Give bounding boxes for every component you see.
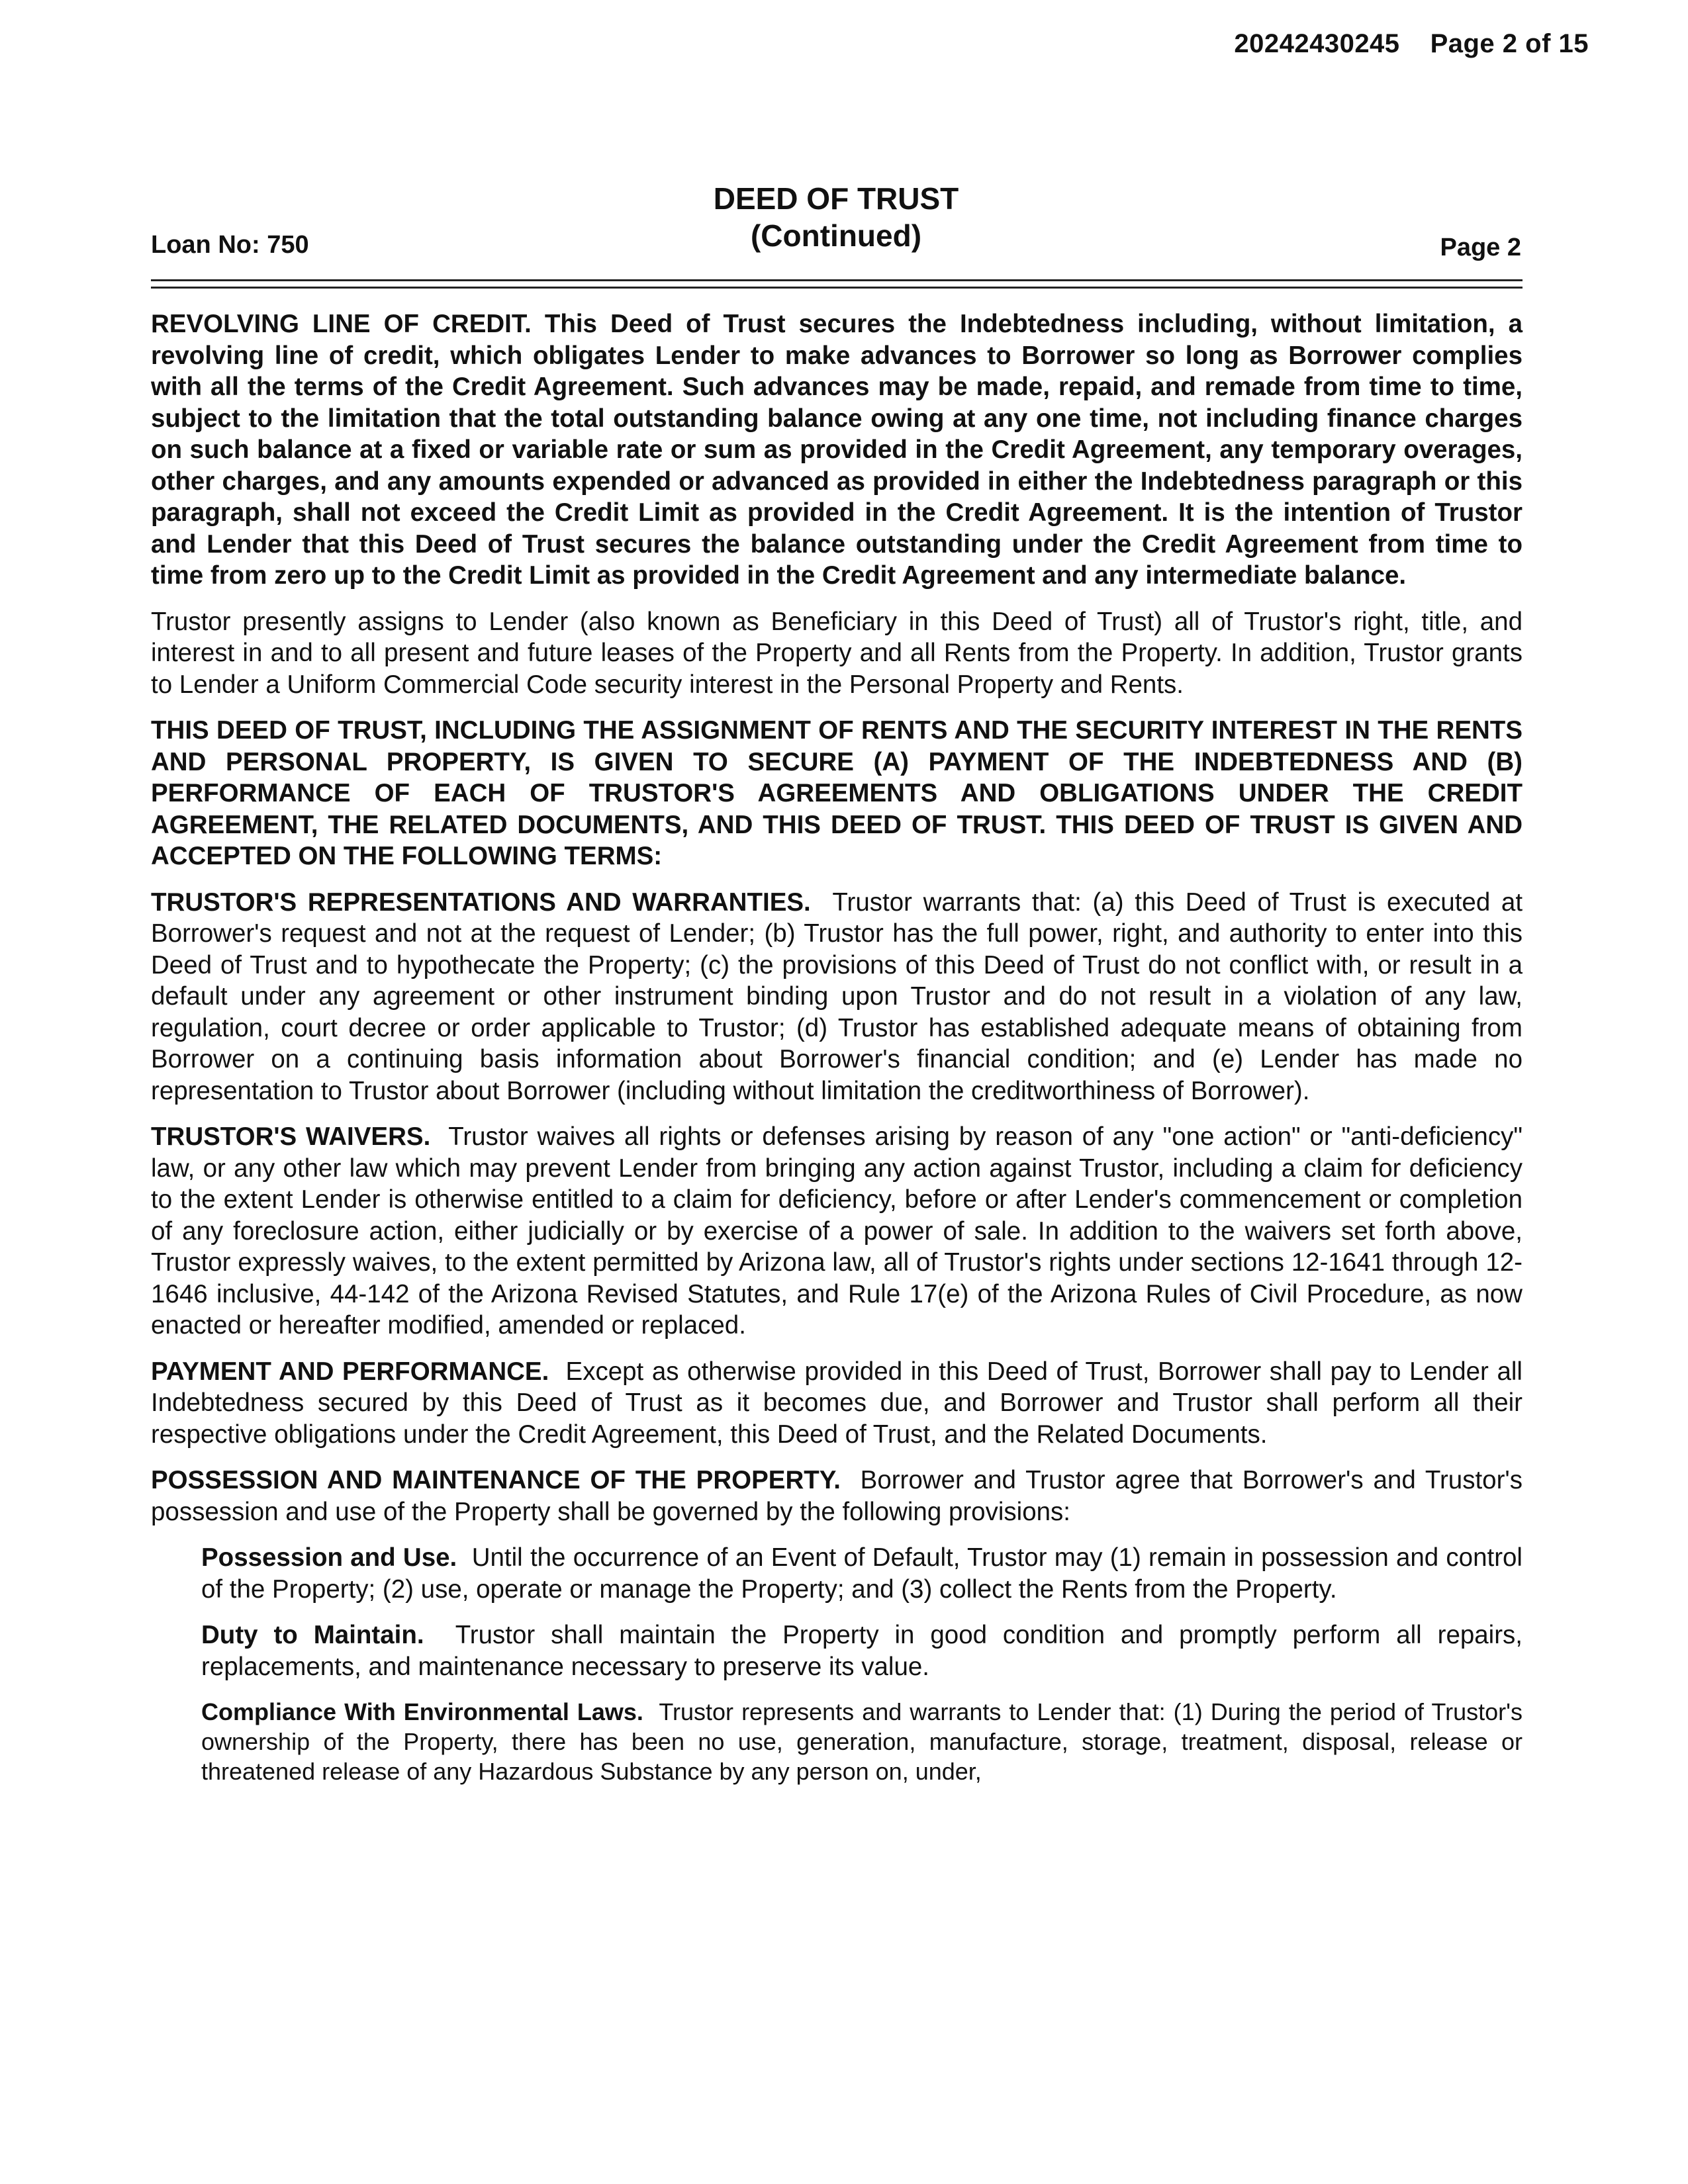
page-number: Page 2: [1440, 234, 1521, 261]
payment-text: Except as otherwise provided in this Deed of Trust, Borrower shall pay to Lender all Indebtedness secured by this Deed of Trust as it becomes due, and Borrower and Trustor shall perform all their respective obligations under the Credit Agreement, this Deed of Trust, and the Related Documents.: [151, 1357, 1523, 1449]
possession-text: Borrower and Trustor agree that Borrower's and Trustor's possession and use of the Property shall be governed by the following provisions:: [151, 1466, 1523, 1526]
environmental-text: Trustor represents and warrants to Lender that: (1) During the period of Trustor's ownership of the Property, there has been no use, generation, manufacture, storage, treatment, disposal, release or threatened release of any Hazardous Substance by any person on, under,: [201, 1698, 1523, 1785]
title-line-2: (Continued): [750, 218, 922, 253]
header-rule-top: [151, 279, 1523, 281]
payment-heading: PAYMENT AND PERFORMANCE.: [151, 1357, 549, 1386]
representations-heading: TRUSTOR'S REPRESENTATIONS AND WARRANTIES.: [151, 887, 811, 917]
document-title: [151, 180, 1521, 254]
waivers-text: Trustor waives all rights or defenses arising by reason of any "one action" or "anti-deficiency" law, or any other law which may prevent Lender from bringing any action against Trustor, including a claim for deficiency to the extent Lender is otherwise entitled to a claim for deficiency, before or after Lender's commencement or completion of any foreclosure action, either judicially or by exercise of a power of sale. In addition to the waivers set forth above, Trustor expressly waives, to the extent permitted by Arizona law, all of Trustor's rights under sections 12-1641 through 12-1646 inclusive, 44-142 of the Arizona Revised Statutes, and Rule 17(e) of the Arizona Rules of Civil Procedure, as now enacted or hereafter modified, amended or replaced.: [151, 1122, 1523, 1340]
representations-paragraph: [151, 887, 1523, 1107]
loan-number: Loan No: 750: [151, 231, 309, 259]
possession-use-heading: Possession and Use.: [201, 1543, 457, 1572]
document-body: [151, 308, 1523, 1801]
recording-stamp: [1234, 29, 1589, 59]
header-rule-bottom: [151, 287, 1523, 289]
environmental-paragraph: [201, 1697, 1523, 1786]
duty-paragraph: [201, 1619, 1523, 1682]
given-to-secure-paragraph: THIS DEED OF TRUST, INCLUDING THE ASSIGNMENT OF RENTS AND THE SECURITY INTEREST IN THE RENTS AND PERSONAL PROPERTY, IS GIVEN TO SECURE (A) PAYMENT OF THE INDEBTEDNESS AND (B) PERFORMANCE OF EACH OF TRUSTOR'S AGREEMENTS AND OBLIGATIONS UNDER THE CREDIT AGREEMENT, THE RELATED DOCUMENTS, AND THIS DEED OF TRUST. THIS DEED OF TRUST IS GIVEN AND ACCEPTED ON THE FOLLOWING TERMS:: [151, 716, 1523, 870]
page-of-total: Page 2 of 15: [1430, 29, 1589, 58]
revolving-credit-paragraph: REVOLVING LINE OF CREDIT. This Deed of Trust secures the Indebtedness including, without limitation, a revolving line of credit, which obligates Lender to make advances to Borrower so long as Borrower complies with all the terms of the Credit Agreement. Such advances may be made, repaid, and remade from time to time, subject to the limitation that the total outstanding balance owing at any one time, not including finance charges on such balance at a fixed or variable rate or sum as provided in the Credit Agreement, any temporary overages, other charges, and any amounts expended or advanced as provided in either the Indebtedness paragraph or this paragraph, shall not exceed the Credit Limit as provided in the Credit Agreement. It is the intention of Trustor and Lender that this Deed of Trust secures the balance outstanding under the Credit Agreement from time to time from zero up to the Credit Limit as provided in the Credit Agreement and any intermediate balance.: [151, 310, 1523, 590]
representations-text: Trustor warrants that: (a) this Deed of Trust is executed at Borrower's request and not at the request of Lender; (b) Trustor has the full power, right, and authority to enter into this Deed of Trust and to hypothecate the Property; (c) the provisions of this Deed of Trust do not conflict with, or result in a default under any agreement or other instrument binding upon Trustor and do not result in a violation of any law, regulation, court decree or order applicable to Trustor; (d) Trustor has established adequate means of obtaining from Borrower on a continuing basis information about Borrower's financial condition; and (e) Lender has made no representation to Trustor about Borrower (including without limitation the creditworthiness of Borrower).: [151, 887, 1523, 1105]
assignment-paragraph: Trustor presently assigns to Lender (also known as Beneficiary in this Deed of Trust) all of Trustor's right, title, and interest in and to all present and future leases of the Property and all Rents from the Property. In addition, Trustor grants to Lender a Uniform Commercial Code security interest in the Personal Property and Rents.: [151, 607, 1523, 699]
possession-heading: POSSESSION AND MAINTENANCE OF THE PROPERTY.: [151, 1466, 841, 1494]
possession-use-paragraph: [201, 1542, 1523, 1605]
waivers-paragraph: [151, 1121, 1523, 1342]
environmental-heading: Compliance With Environmental Laws.: [201, 1698, 643, 1725]
possession-use-text: Until the occurrence of an Event of Default, Trustor may (1) remain in possession and control of the Property; (2) use, operate or manage the Property; and (3) collect the Rents from the Property.: [201, 1543, 1523, 1604]
title-line-1: DEED OF TRUST: [713, 181, 959, 216]
duty-heading: Duty to Maintain.: [201, 1621, 424, 1649]
payment-paragraph: [151, 1356, 1523, 1451]
duty-text: Trustor shall maintain the Property in good condition and promptly perform all repairs, replacements, and maintenance necessary to preserve its value.: [201, 1621, 1523, 1681]
document-number: 20242430245: [1234, 29, 1400, 58]
document-header: [151, 180, 1521, 259]
possession-paragraph: [151, 1465, 1523, 1527]
waivers-heading: TRUSTOR'S WAIVERS.: [151, 1122, 431, 1151]
